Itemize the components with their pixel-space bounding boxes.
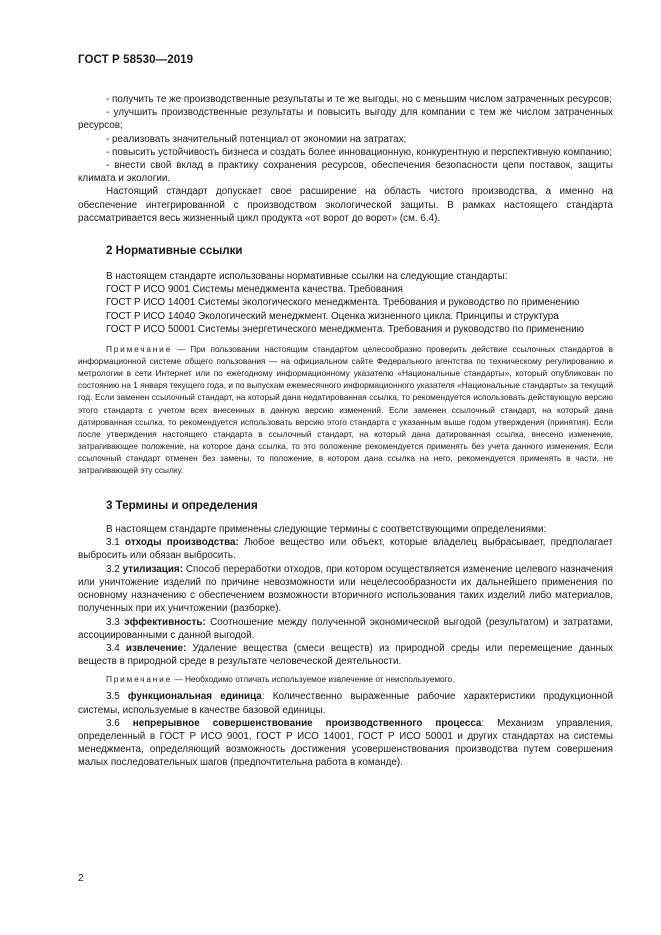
intro-closing-paragraph: Настоящий стандарт допускает свое расширение на область чистого производства, а именно на обеспечение интегрированной с производством экологической защиты. В рамках настоящего стандарта рассматривается весь жизненный цикл продукта «от ворот до ворот» (см. 6.4).: [78, 186, 613, 224]
note-label: Примечание: [106, 344, 173, 355]
section-3-heading: 3 Термины и определения: [106, 499, 258, 513]
term-name: непрерывное совершенствование производственного процесса: [132, 717, 482, 729]
document-header: ГОСТ Р 58530—2019: [78, 54, 194, 66]
term-name: утилизация:: [122, 563, 183, 575]
normative-reference: ГОСТ Р ИСО 14040 Экологический менеджмент. Оценка жизненного цикла. Принципы и структура: [106, 310, 559, 322]
term-entry: [78, 717, 613, 770]
section-2-note: [78, 343, 613, 476]
term-name: извлечение:: [125, 642, 187, 654]
normative-reference: ГОСТ Р ИСО 50001 Системы энергетического менеджмента. Требования и руководство по применению: [106, 323, 585, 335]
term-definition: : Количественно выраженные рабочие характеристики продукционной системы, используемые в качестве базовой единицы.: [78, 691, 613, 716]
term-entry: [78, 690, 613, 716]
term-name: отходы производства:: [125, 537, 239, 549]
term-definition: Способ переработки отходов, при котором осуществляется изменение целевого назначения или уничтожение изделий по причине невозможности или нецелесообразности их дальнейшего применения по основному назначению с обеспечением возможности вторичного использования таких изделий либо материалов, полученных при их уничтожении (разборке).: [78, 563, 613, 615]
intro-bullet: - повысить устойчивость бизнеса и создать более инновационную, конкурентную и перспективную компанию;: [106, 146, 612, 158]
term-entry: [78, 616, 613, 642]
term-name: функциональная единица: [127, 691, 262, 703]
intro-bullet: - внести свой вклад в практику сохранения ресурсов, обеспечения безопасности цепи поставок, защиты климата и экологии.: [78, 160, 613, 185]
term-number: 3.5: [106, 691, 128, 703]
term-name: эффективность:: [124, 616, 206, 628]
intro-bullet: - получить те же производственные результаты и те же выгоды, но с меньшим числом затраченных ресурсов;: [106, 94, 612, 105]
normative-reference: ГОСТ Р ИСО 9001 Системы менеджмента качества. Требования: [106, 284, 403, 296]
term-number: 3.1: [106, 537, 126, 549]
term-number: 3.4: [106, 642, 126, 654]
term-number: 3.3: [106, 616, 125, 628]
term-definition: Соотношение между полученной экономической выгодой (результатом) и затратами, ассоциированными с данной выгодой.: [78, 616, 613, 641]
page-content: [78, 93, 613, 770]
term-entry: [78, 536, 613, 562]
term-definition: : Механизм управления, определенный в ГОСТ Р ИСО 9001, ГОСТ Р ИСО 14001, ГОСТ Р ИСО 50001 и других стандартах на системы менеджмента, определяющий возможность достижения усовершенствования производства путем совершения малых последовательных шагов (предпочтительна работа в команде).: [78, 717, 613, 769]
intro-bullet: - реализовать значительный потенциал от экономии на затратах;: [106, 133, 407, 145]
normative-reference: ГОСТ Р ИСО 14001 Системы экологического менеджмента. Требования и руководство по применению: [106, 297, 580, 309]
term-definition: Любое вещество или объект, которые владелец выбрасывает, предполагает выбросить или обязан выбросить.: [78, 537, 613, 562]
term-number: 3.2: [106, 563, 123, 575]
section-2-heading: 2 Нормативные ссылки: [106, 244, 243, 258]
term-entry: [78, 642, 613, 668]
note-text: — При пользовании настоящим стандартом целесообразно проверить действие ссылочных стандартов в информационной системе общего пользования — на официальном сайте Федерального агентства по техническому регулированию и метрологии в сети Интернет или по ежегодному информационному указателю «Национальные стандарты», который опубликован по состоянию на 1 января текущего года, и по выпускам ежемесячного информационного указателя «Национальные стандарты» за текущий год. Если заменен ссылочный стандарт, на который дана недатированная ссылка, то рекомендуется использовать действующую версию этого стандарта с учетом всех внесенных в данную версию изменений. Если заменен ссылочный стандарт, на который дана датированная ссылка, то рекомендуется использовать версию этого стандарта с указанным выше годом утверждения (принятия). Если после утверждения настоящего стандарта в ссылочный стандарт, на который дана датированная ссылка, внесено изменение, затрагивающее положение, на которое дана ссылка, то это положение рекомендуется применять без учета данного изменения. Если ссылочный стандарт отменен без замены, то положение, в котором дана ссылка на него, рекомендуется применять в части, не затрагивающей эту ссылку.: [78, 344, 613, 475]
note-text: — Необходимо отличать используемое извлечение от неиспользуемого.: [172, 674, 455, 685]
page-number: 2: [78, 873, 84, 884]
term-entry: [78, 563, 613, 616]
intro-bullet: - улучшить производственные результаты и повысить выгоду для компании с тем же числом затраченных ресурсов;: [78, 107, 613, 132]
section-3-note: [78, 673, 613, 685]
section-3-intro: В настоящем стандарте применены следующие термины с соответствующими определениями:: [106, 524, 547, 536]
term-number: 3.6: [106, 717, 133, 729]
note-label: Примечание: [106, 674, 173, 685]
section-2-intro: В настоящем стандарте использованы нормативные ссылки на следующие стандарты:: [106, 271, 508, 283]
term-definition: Удаление вещества (смеси веществ) из природной среды или перемещение данных веществ в природной среде в результате человеческой деятельности.: [78, 642, 613, 668]
